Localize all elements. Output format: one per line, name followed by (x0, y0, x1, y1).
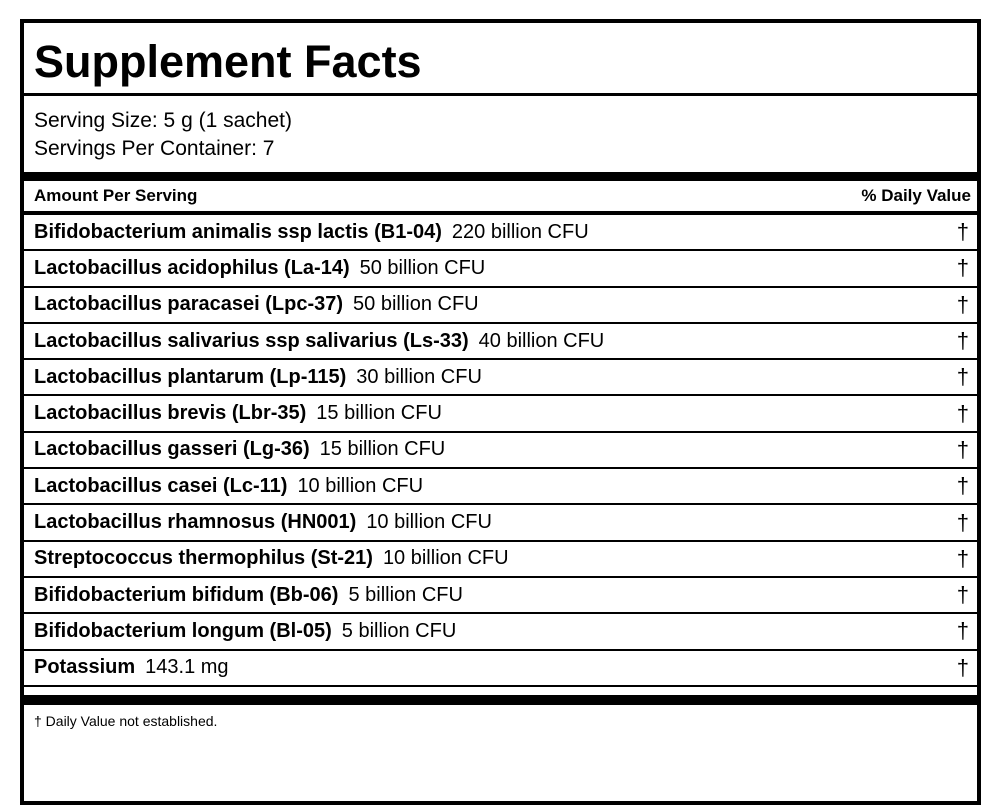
nutrient-row (24, 469, 977, 505)
nutrient-daily-value: † (956, 291, 969, 317)
servings-per-container: Servings Per Container: 7 (34, 137, 275, 160)
serving-size: Serving Size: 5 g (1 sachet) (34, 109, 292, 132)
nutrient-name: Lactobacillus gasseri (Lg-36) (34, 438, 310, 461)
nutrient-name: Lactobacillus paracasei (Lpc-37) (34, 293, 344, 316)
nutrient-amount: 50 billion CFU (359, 256, 486, 279)
daily-value-header: % Daily Value (861, 186, 971, 205)
nutrient-amount: 143.1 mg (145, 656, 229, 679)
nutrient-label (34, 584, 463, 607)
nutrient-row (24, 251, 977, 287)
nutrient-label (34, 511, 492, 534)
nutrient-amount: 30 billion CFU (356, 365, 482, 388)
nutrient-amount: 10 billion CFU (366, 511, 492, 534)
nutrient-daily-value: † (956, 255, 969, 281)
nutrient-list (24, 215, 977, 687)
nutrient-name: Bifidobacterium longum (Bl-05) (34, 619, 332, 642)
nutrient-daily-value: † (956, 328, 969, 354)
nutrient-daily-value: † (956, 545, 969, 571)
nutrient-label (34, 366, 482, 389)
nutrient-name: Lactobacillus casei (Lc-11) (34, 474, 288, 497)
supplement-facts-panel (20, 19, 981, 805)
nutrient-amount: 15 billion CFU (316, 402, 442, 425)
nutrient-daily-value: † (956, 400, 969, 426)
nutrient-label (34, 257, 485, 280)
nutrient-amount: 10 billion CFU (382, 547, 509, 570)
nutrient-daily-value: † (956, 654, 969, 680)
nutrient-name: Lactobacillus acidophilus (La-14) (34, 256, 350, 279)
nutrient-label (34, 330, 604, 353)
nutrient-amount: 220 billion CFU (451, 220, 589, 243)
serving-info (24, 96, 977, 172)
nutrient-row (24, 542, 977, 578)
nutrient-amount: 5 billion CFU (348, 583, 463, 606)
thick-divider (24, 172, 977, 181)
nutrient-row (24, 505, 977, 541)
column-header-row (24, 181, 977, 215)
list-end-spacer (24, 687, 977, 695)
nutrient-row (24, 215, 977, 251)
amount-per-serving-header: Amount Per Serving (34, 186, 198, 205)
nutrient-row (24, 324, 977, 360)
nutrient-daily-value: † (956, 509, 969, 535)
nutrient-amount: 10 billion CFU (297, 474, 424, 497)
nutrient-row (24, 614, 977, 650)
nutrient-name: Lactobacillus rhamnosus (HN001) (34, 511, 357, 534)
nutrient-name: Bifidobacterium animalis ssp lactis (B1-04) (34, 220, 442, 243)
bottom-thick-divider (24, 695, 977, 705)
nutrient-label (34, 293, 479, 316)
nutrient-label (34, 547, 509, 570)
nutrient-daily-value: † (956, 473, 969, 499)
nutrient-amount: 40 billion CFU (478, 329, 605, 352)
footnote: † Daily Value not established. (34, 712, 218, 729)
nutrient-row (24, 651, 977, 687)
nutrient-row (24, 433, 977, 469)
nutrient-row (24, 360, 977, 396)
nutrient-amount: 50 billion CFU (353, 293, 479, 316)
nutrient-name: Lactobacillus brevis (Lbr-35) (34, 402, 307, 425)
nutrient-daily-value: † (956, 364, 969, 390)
panel-title: Supplement Facts (24, 23, 977, 96)
nutrient-daily-value: † (956, 436, 969, 462)
nutrient-label (34, 221, 589, 244)
nutrient-name: Potassium (34, 656, 136, 679)
nutrient-name: Lactobacillus plantarum (Lp-115) (34, 365, 347, 388)
nutrient-name: Lactobacillus salivarius ssp salivarius (Ls-33) (34, 329, 469, 352)
nutrient-label (34, 620, 456, 643)
nutrient-daily-value: † (956, 219, 969, 245)
nutrient-label (34, 438, 445, 461)
nutrient-name: Streptococcus thermophilus (St-21) (34, 547, 373, 570)
nutrient-label (34, 656, 229, 679)
nutrient-row (24, 578, 977, 614)
nutrient-row (24, 396, 977, 432)
nutrient-amount: 15 billion CFU (319, 438, 446, 461)
nutrient-amount: 5 billion CFU (341, 619, 457, 642)
nutrient-name: Bifidobacterium bifidum (Bb-06) (34, 583, 339, 606)
nutrient-daily-value: † (956, 582, 969, 608)
nutrient-label (34, 475, 423, 498)
nutrient-label (34, 402, 442, 425)
nutrient-daily-value: † (956, 618, 969, 644)
nutrient-row (24, 288, 977, 324)
